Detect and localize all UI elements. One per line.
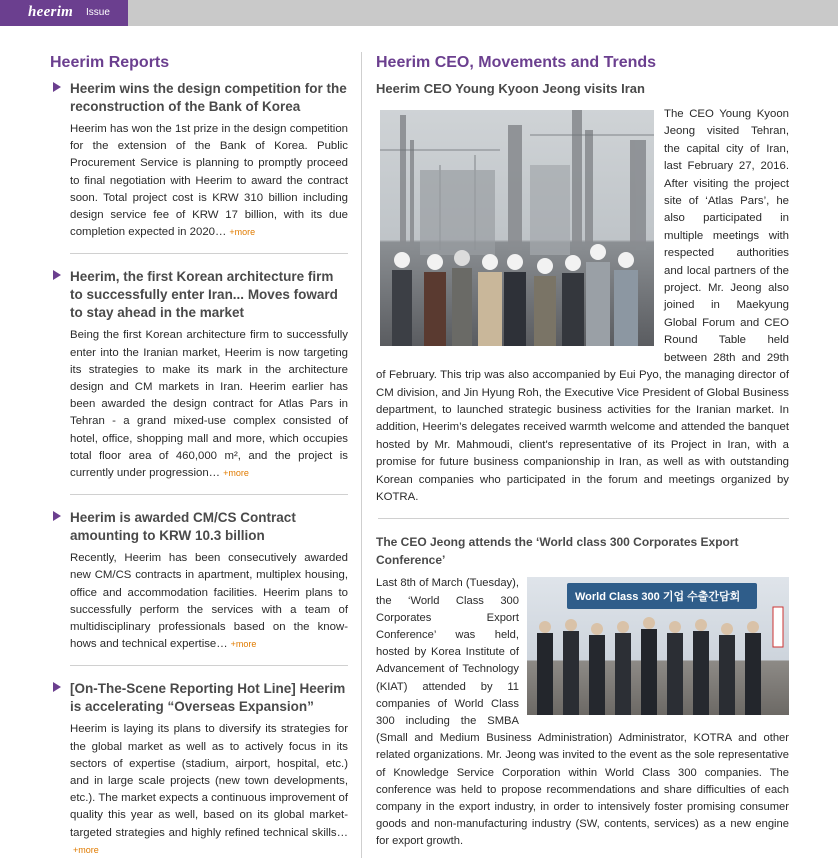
column-divider bbox=[361, 52, 362, 858]
more-link[interactable]: +more bbox=[73, 844, 99, 855]
conference-subtitle: The CEO Jeong attends the ‘World class 300 Corporates Export Conference’ bbox=[376, 535, 739, 568]
report-body bbox=[70, 121, 348, 241]
conference-photo bbox=[527, 577, 789, 715]
separator bbox=[70, 665, 348, 666]
conference-banner-text: World Class 300 기업 수출간담회 bbox=[575, 591, 741, 604]
ceo-column bbox=[376, 52, 789, 851]
triangle-bullet-icon bbox=[53, 270, 61, 280]
report-heading[interactable]: Heerim wins the design competition for the reconstruction of the Bank of Korea bbox=[70, 81, 347, 114]
report-item bbox=[50, 80, 348, 241]
iran-site-photo bbox=[380, 110, 654, 346]
triangle-bullet-icon bbox=[53, 82, 61, 92]
iran-visit-body: The CEO Young Kyoon Jeong visited Tehran, the capital city of Iran, last February 27, 2016. After visiting the project site of ‘Atlas Pars’, he also participated in multiple meetings with respected authorities and local partners of the project. Mr. Jeong also joined in Maekyung Global Forum and CEO Round Table held between 28th and 29th of February. This trip was also accompanied by Eui Pyo, the managing director of CM division, and Jin Hyung Roh, the Executive Vice President of Global Business department, to launched strategic business activities for the Iranian market. In addition, Heerim’s delegates received warmth welcome and attended the banquet hosted by Mr. Mahmoudi, client's representative of its Project in Iran, with a promise for future business companionship in Iran, as well as with outstanding Korean companies who participated in the forum and meetings organized by KOTRA. bbox=[376, 108, 789, 503]
report-heading[interactable]: Heerim, the first Korean architecture firm to successfully enter Iran... Moves foward to stay ahead in the market bbox=[70, 269, 338, 321]
triangle-bullet-icon bbox=[53, 682, 61, 692]
report-item bbox=[50, 509, 348, 653]
iran-visit-subtitle: Heerim CEO Young Kyoon Jeong visits Iran bbox=[376, 81, 645, 96]
section-tag bbox=[0, 0, 128, 26]
report-body-text: Being the first Korean architecture firm to successfully enter into the Iranian market, Heerim is now targeting its strategies to make its mark in the architecture design and CM markets in Iran. Heerim earlier has been awarded the design contract for Atlas Pars in Tehran - a grand mixed-use complex consisted of hotel, office, shopping mall and more, which occupies total floor area of 460,000 m², and the project is currently under progression… bbox=[70, 329, 348, 480]
report-item bbox=[50, 268, 348, 482]
section-label: Issue bbox=[86, 7, 110, 18]
ceo-title: Heerim CEO, Movements and Trends bbox=[376, 54, 657, 71]
report-body-text: Heerim is laying its plans to diversify its strategies for the global market as well as to actively focus in its sectors of expertise (stadium, airport, hospital, etc.) and in large scale projects (new town developments, etc.). The market expects a continuous improvement of quality this year as well, based on its global market-targeted strategies and highly refined technical skills… bbox=[70, 723, 348, 839]
conference-body: Last 8th of March (Tuesday), the ‘World Class 300 Corporates Export Conference’ was held, hosted by Korea Institute of Advancement of Technology (KIAT) attended by 11 companies of World Class 300 including the SMBA (Small and Medium Business Administration) Administrator, KOTRA and other related organizations. Mr. Jeong was invited to the event as the sole representative of Knowledge Service Corporation within World Class 300 companies. The conference was held to propose recommendations and share difficulties of each company in the export industry, in order to intensively foster promising consumer goods and non-manufacturing industry (SW, contents, services) as a new engine for export growth. bbox=[376, 577, 789, 848]
separator bbox=[70, 253, 348, 254]
more-link[interactable]: +more bbox=[229, 227, 256, 238]
more-link[interactable]: +more bbox=[223, 468, 249, 479]
report-body bbox=[70, 327, 348, 482]
reports-title: Heerim Reports bbox=[50, 54, 170, 71]
separator bbox=[70, 494, 348, 495]
reports-column bbox=[50, 52, 348, 859]
report-body bbox=[70, 721, 348, 859]
report-heading[interactable]: [On-The-Scene Reporting Hot Line] Heerim is accelerating “Overseas Expansion” bbox=[70, 681, 346, 715]
report-heading[interactable]: Heerim is awarded CM/CS Contract amounting to KRW 10.3 billion bbox=[70, 510, 296, 544]
group-photo-illustration bbox=[527, 577, 789, 715]
report-body-text: Recently, Heerim has been consecutively awarded new CM/CS contracts in apartment, multiplex housing, office and accommodation facilities. Heerim plans to successfully perform the services with a team of multidisciplinary professionals based on the know-hows and technical expertise… bbox=[70, 552, 348, 651]
report-body-text: Heerim has won the 1st prize in the design competition for the extension of the Bank of Korea. Public Procurement Service is planning to promptly proceed to final negotiation with Heerim to award the contract soon. Total project cost is KRW 310 billion including design service fee of KRW 17 billion, with its due completion expected in 2020… bbox=[70, 123, 348, 239]
construction-site-illustration bbox=[380, 110, 654, 346]
brand-logo: heerim bbox=[28, 4, 74, 20]
separator bbox=[378, 518, 789, 519]
report-body bbox=[70, 550, 348, 653]
triangle-bullet-icon bbox=[53, 511, 61, 521]
more-link[interactable]: +more bbox=[230, 639, 257, 650]
report-item bbox=[50, 680, 348, 859]
